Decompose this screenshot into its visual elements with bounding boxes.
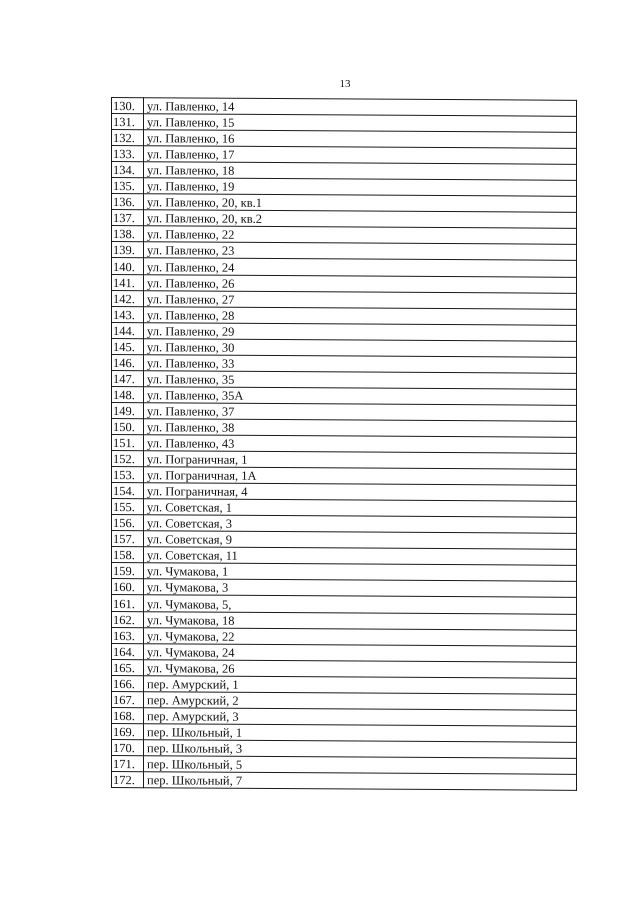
row-number: 158.	[112, 547, 144, 563]
row-number: 162.	[112, 611, 144, 627]
row-address: ул. Павленко, 22	[144, 226, 577, 245]
row-address: ул. Павленко, 16	[144, 130, 577, 149]
row-number: 155.	[112, 499, 144, 515]
row-address: пер. Школьный, 7	[144, 772, 577, 791]
row-address: ул. Павленко, 35	[144, 370, 577, 389]
row-address: ул. Павленко, 43	[144, 435, 577, 454]
row-number: 133.	[112, 146, 144, 162]
row-address: ул. Павленко, 37	[144, 403, 577, 422]
row-number: 168.	[112, 707, 144, 723]
row-number: 135.	[112, 178, 144, 194]
row-address: ул. Пограничная, 1А	[144, 467, 577, 486]
row-address: пер. Школьный, 5	[144, 756, 577, 775]
row-address: ул. Павленко, 28	[144, 306, 577, 325]
row-number: 138.	[112, 226, 144, 242]
row-address: ул. Павленко, 29	[144, 322, 577, 341]
row-number: 150.	[112, 418, 144, 434]
row-address: ул. Павленко, 26	[144, 274, 577, 293]
row-number: 146.	[112, 354, 144, 370]
row-address: ул. Чумакова, 24	[144, 643, 577, 662]
row-address: ул. Павленко, 38	[144, 419, 577, 438]
row-number: 139.	[112, 242, 144, 258]
row-address: ул. Павленко, 18	[144, 162, 577, 181]
row-number: 160.	[112, 579, 144, 595]
row-address: ул. Чумакова, 5,	[144, 595, 577, 614]
row-address: ул. Советская, 9	[144, 531, 577, 550]
row-address: ул. Советская, 3	[144, 515, 577, 534]
row-number: 144.	[112, 322, 144, 338]
row-number: 169.	[112, 723, 144, 739]
row-number: 143.	[112, 306, 144, 322]
row-number: 140.	[112, 258, 144, 274]
row-number: 136.	[112, 194, 144, 210]
row-number: 157.	[112, 531, 144, 547]
row-address: ул. Чумакова, 3	[144, 579, 577, 598]
row-number: 132.	[112, 130, 144, 146]
row-number: 172.	[112, 771, 144, 787]
row-number: 167.	[112, 691, 144, 707]
row-number: 152.	[112, 451, 144, 467]
row-number: 164.	[112, 643, 144, 659]
row-number: 153.	[112, 467, 144, 483]
row-address: пер. Амурский, 3	[144, 707, 577, 726]
row-address: ул. Чумакова, 22	[144, 627, 577, 646]
row-number: 130.	[112, 98, 144, 114]
row-address: ул. Павленко, 20, кв.2	[144, 210, 577, 229]
row-number: 142.	[112, 290, 144, 306]
row-address: ул. Павленко, 14	[144, 98, 577, 117]
row-address: ул. Павленко, 15	[144, 114, 577, 133]
row-number: 141.	[112, 274, 144, 290]
row-address: ул. Павленко, 23	[144, 242, 577, 261]
row-number: 166.	[112, 675, 144, 691]
row-number: 145.	[112, 338, 144, 354]
row-address: ул. Павленко, 24	[144, 258, 577, 277]
row-address: ул. Павленко, 33	[144, 354, 577, 373]
row-address: ул. Чумакова, 26	[144, 659, 577, 678]
row-address: пер. Амурский, 2	[144, 691, 577, 710]
row-address: ул. Павленко, 27	[144, 290, 577, 309]
row-number: 161.	[112, 595, 144, 611]
row-address: ул. Пограничная, 4	[144, 483, 577, 502]
row-address: пер. Школьный, 1	[144, 724, 577, 743]
row-address: ул. Чумакова, 18	[144, 611, 577, 630]
row-number: 163.	[112, 627, 144, 643]
row-address: ул. Пограничная, 1	[144, 451, 577, 470]
row-number: 165.	[112, 659, 144, 675]
row-number: 148.	[112, 386, 144, 402]
row-number: 131.	[112, 114, 144, 130]
row-address: ул. Советская, 1	[144, 499, 577, 518]
row-address: пер. Школьный, 3	[144, 740, 577, 759]
row-number: 159.	[112, 563, 144, 579]
row-number: 151.	[112, 434, 144, 450]
row-number: 156.	[112, 515, 144, 531]
table-row	[112, 771, 577, 790]
row-address: ул. Павленко, 35А	[144, 387, 577, 406]
row-address: ул. Чумакова, 1	[144, 563, 577, 582]
row-address: ул. Советская, 11	[144, 547, 577, 566]
row-address: ул. Павленко, 17	[144, 146, 577, 165]
row-number: 149.	[112, 402, 144, 418]
row-address: ул. Павленко, 19	[144, 178, 577, 197]
row-number: 170.	[112, 739, 144, 755]
row-address: ул. Павленко, 30	[144, 338, 577, 357]
row-number: 171.	[112, 755, 144, 771]
row-number: 137.	[112, 210, 144, 226]
row-number: 147.	[112, 370, 144, 386]
address-table-body	[112, 98, 577, 791]
page-number: 13	[339, 78, 351, 90]
address-table	[111, 97, 577, 791]
row-address: ул. Павленко, 20, кв.1	[144, 194, 577, 213]
row-number: 154.	[112, 483, 144, 499]
row-address: пер. Амурский, 1	[144, 675, 577, 694]
row-number: 134.	[112, 162, 144, 178]
